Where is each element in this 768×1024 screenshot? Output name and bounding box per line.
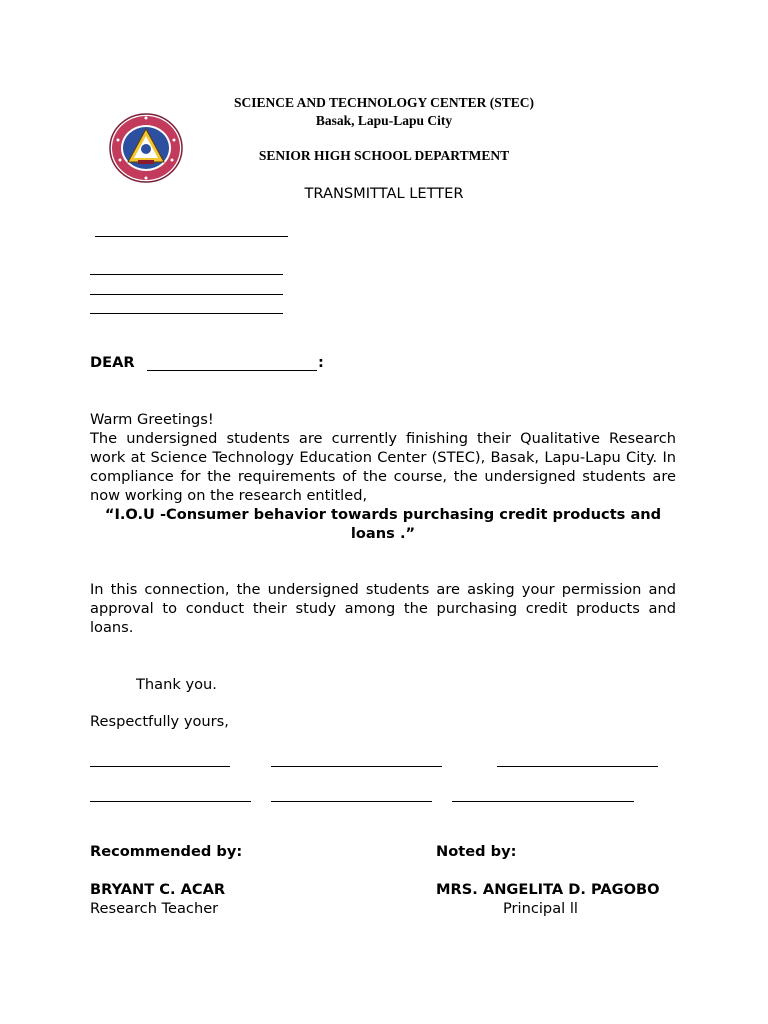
recipient-address-line-3 <box>90 313 283 314</box>
salutation-colon: : <box>318 354 324 371</box>
student-signature-line-4 <box>90 801 251 802</box>
student-signature-line-5 <box>271 801 432 802</box>
noted-label: Noted by: <box>436 843 517 860</box>
recipient-name-line <box>95 236 288 237</box>
principal-role: Principal ll <box>503 900 578 917</box>
recipient-address-line-2 <box>90 294 283 295</box>
school-address: Basak, Lapu-Lapu City <box>315 113 453 128</box>
salutation-label: DEAR <box>90 354 135 371</box>
research-title: “I.O.U -Consumer behavior towards purchasing credit products and loans .” <box>104 506 662 542</box>
principal-name: MRS. ANGELITA D. PAGOBO <box>436 881 660 898</box>
body-paragraph-2: In this connection, the undersigned students are asking your permission and approval to conduct their study among the purchasing credit products and loans. <box>90 581 676 636</box>
letter-body <box>90 410 676 505</box>
recommended-label: Recommended by: <box>90 843 243 860</box>
school-name: SCIENCE AND TECHNOLOGY CENTER (STEC) <box>233 95 535 110</box>
recommender-name: BRYANT C. ACAR <box>90 881 226 898</box>
salutation-name-line <box>147 370 317 371</box>
document-title: TRANSMITTAL LETTER <box>304 185 464 202</box>
student-signature-line-3 <box>497 766 658 767</box>
student-signature-line-2 <box>271 766 442 767</box>
body-paragraph-1: The undersigned students are currently finishing their Qualitative Research work at Science Technology Education Center (STEC), Basak, Lapu-Lapu City. In compliance for the requirements of the course, the undersigned students are now working on the research entitled, <box>90 430 676 504</box>
greeting: Warm Greetings! <box>90 411 214 428</box>
recipient-address-line-1 <box>90 274 283 275</box>
recommender-role: Research Teacher <box>90 900 219 917</box>
student-signature-line-1 <box>90 766 230 767</box>
department-name: SENIOR HIGH SCHOOL DEPARTMENT <box>258 148 510 163</box>
closing-line: Respectfully yours, <box>90 713 229 730</box>
student-signature-line-6 <box>452 801 634 802</box>
thanks-line: Thank you. <box>136 676 217 693</box>
